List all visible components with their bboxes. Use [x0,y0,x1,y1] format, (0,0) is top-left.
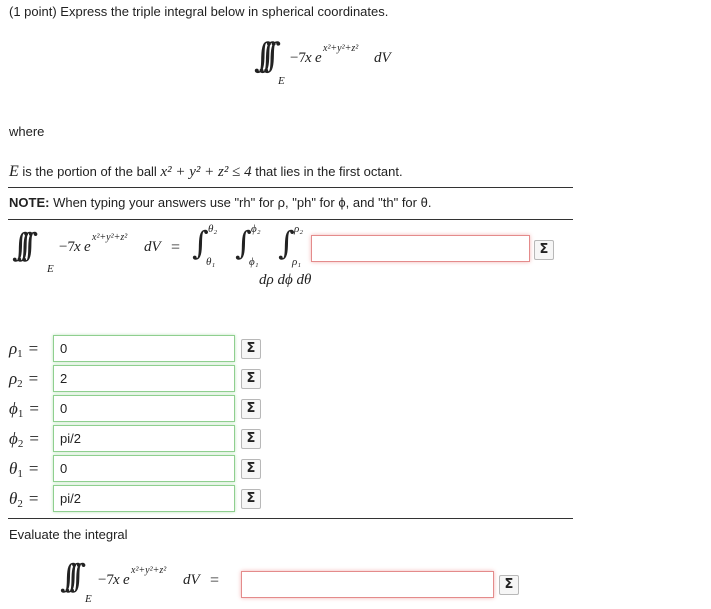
equals-sign: = [210,572,220,589]
limit-symbol: θ [9,459,18,478]
limit-subscript: 1 [17,468,23,480]
triple-integral-sign-icon: ∫∫∫ [254,36,269,76]
equation-editor-button[interactable]: Σ [241,489,261,509]
equals-sign: = [29,399,39,418]
equals-sign: = [28,489,39,508]
limit-subscript: 2 [17,498,23,510]
limit-symbol: ϕ [9,429,18,448]
region-text-post: that lies in the first octant. [255,164,403,179]
triple-integral-sign-icon: ∫∫∫ [60,557,75,595]
integrand-variable: x [74,239,81,255]
triple-integral-display [254,34,424,94]
limit-label [9,489,53,509]
limit-label [9,459,53,479]
limit-subscript: 2 [17,378,23,390]
triple-integral-sign-icon: ∫∫∫ [12,226,27,264]
divider [8,187,573,188]
limit-subscript: 1 [17,408,24,420]
limit-answer-input[interactable]: 2 [53,365,235,392]
integrand-base: e [84,239,91,255]
integrand-base: e [315,50,322,66]
limit-answer-input[interactable]: pi/2 [53,425,235,452]
equals-sign: = [28,339,39,358]
rho-lower-limit: ρ₁ [292,256,302,268]
limit-subscript: 2 [17,438,24,450]
limit-answer-input[interactable]: 0 [53,395,235,422]
region-subscript: E [47,263,54,275]
limit-answer-input[interactable]: 0 [53,335,235,362]
note-label: NOTE: [9,195,50,210]
equals-sign: = [28,459,39,478]
evaluate-answer-input[interactable] [241,571,494,598]
integrand-base: e [123,572,130,588]
integrand-exponent: x²+y²+z² [131,565,167,576]
integrand-variable: x [113,572,120,588]
region-text-pre: is the portion of the ball [22,164,157,179]
integrand-dv: dV [374,50,391,66]
equals-sign: = [29,429,39,448]
divider [8,518,573,519]
integrand-answer-input[interactable] [311,235,530,262]
region-subscript: E [278,75,285,87]
limit-answer-input[interactable]: 0 [53,455,235,482]
problem-header: (1 point) Express the triple integral below in spherical coordinates. [9,4,389,19]
limit-symbol: ϕ [9,399,18,418]
limit-answer-input[interactable]: pi/2 [53,485,235,512]
region-symbol: E [9,163,19,180]
evaluate-integral-display [60,558,240,608]
equation-editor-button[interactable]: Σ [241,429,261,449]
integral-sign-icon: ∫ [278,224,295,262]
theta-upper-limit: θ₂ [208,223,218,235]
rho-upper-limit: ρ₂ [294,223,304,235]
integrand-coefficient: −7 [290,50,306,66]
divider [8,219,573,220]
equals-sign: = [28,369,39,388]
equation-editor-button[interactable]: Σ [241,459,261,479]
limit-symbol: ρ [9,369,18,388]
equation-editor-button[interactable]: Σ [241,399,261,419]
note [9,195,431,210]
region-subscript: E [85,593,92,605]
integrand-dv: dV [144,239,161,255]
phi-lower-limit: ϕ₁ [249,256,259,268]
limit-label [9,369,53,389]
limit-subscript: 1 [17,348,23,360]
integrand-coefficient: −7 [59,239,75,255]
note-text: When typing your answers use "rh" for ρ, "ph" for ϕ, and "th" for θ. [53,195,432,210]
limit-symbol: θ [9,489,18,508]
region-description [9,163,403,181]
where-label: where [9,124,45,139]
integrand-coefficient: −7 [98,572,114,588]
integral-sign-icon: ∫ [192,224,209,262]
evaluate-label: Evaluate the integral [9,527,128,542]
integrand-exponent: x²+y²+z² [323,43,359,54]
equation-editor-button[interactable]: Σ [241,369,261,389]
integral-sign-icon: ∫ [235,224,252,262]
limit-symbol: ρ [9,339,18,358]
equation-editor-button[interactable]: Σ [241,339,261,359]
limit-label [9,399,53,419]
phi-upper-limit: ϕ₂ [251,223,261,235]
equation-editor-button[interactable]: Σ [499,575,519,595]
differentials: dρ dϕ dθ [259,272,312,288]
integrand-variable: x [305,50,312,66]
limit-label [9,429,53,449]
limit-label [9,339,53,359]
ball-inequality: x² + y² + z² ≤ 4 [160,164,252,180]
theta-lower-limit: θ₁ [206,256,216,268]
equation-editor-button[interactable]: Σ [534,240,554,260]
integrand-exponent: x²+y²+z² [92,232,128,243]
integrand-dv: dV [183,572,200,588]
equals-sign: = [171,239,181,256]
